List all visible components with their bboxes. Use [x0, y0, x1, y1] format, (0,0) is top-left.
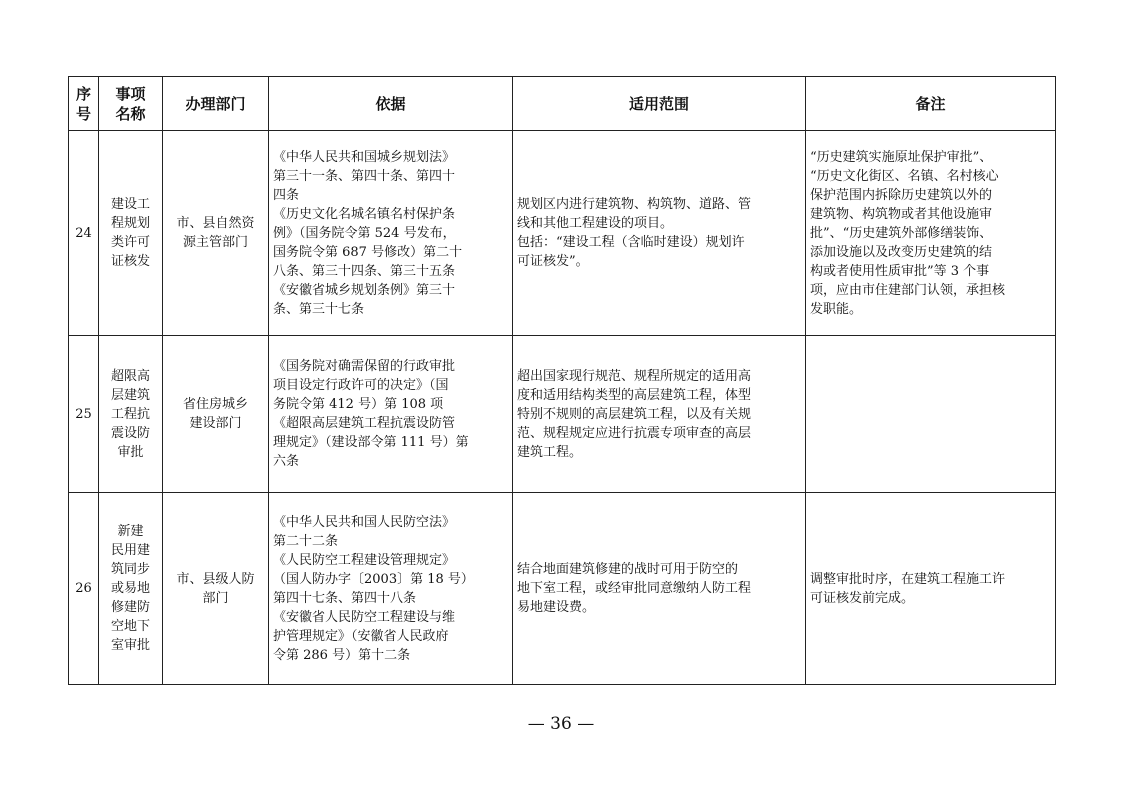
remark: “历史建筑实施原址保护审批”、 “历史文化街区、名镇、名村核心 保护范围内拆除历史建筑以外的 建筑物、构筑物或者其他设施审 批”、“历史建筑外部修缮装饰、 添加设施以及改变历史建筑的结 构或者使用性质审批”等 3 个事 项，应由市住建部门认领，承担核 发职能。 [806, 131, 1056, 336]
applicable-scope: 规划区内进行建筑物、构筑物、道路、管 线和其他工程建设的项目。 包括：“建设工程（含临时建设）规划许 可证核发”。 [513, 131, 806, 336]
remark: 调整审批时序，在建筑工程施工许 可证核发前完成。 [806, 493, 1056, 685]
legal-basis: 《国务院对确需保留的行政审批 项目设定行政许可的决定》（国 务院令第 412 号）第 108 项 《超限高层建筑工程抗震设防管 理规定》（建设部令第 111 号）第 六条 [269, 336, 513, 493]
approval-items-table [68, 76, 1056, 685]
item-name: 建设工 程规划 类许可 证核发 [99, 131, 163, 336]
table-header-row [69, 77, 1056, 131]
department: 省住房城乡 建设部门 [163, 336, 269, 493]
table-row [69, 336, 1056, 493]
table-row [69, 493, 1056, 685]
header-basis: 依据 [269, 77, 513, 131]
page-number: — 36 — [527, 714, 595, 734]
department: 市、县自然资 源主管部门 [163, 131, 269, 336]
header-item-name: 事项 名称 [99, 77, 163, 131]
header-remark: 备注 [806, 77, 1056, 131]
item-name: 超限高 层建筑 工程抗 震设防 审批 [99, 336, 163, 493]
legal-basis: 《中华人民共和国城乡规划法》 第三十一条、第四十条、第四十 四条 《历史文化名城名镇名村保护条 例》（国务院令第 524 号发布， 国务院令第 687 号修改）第二十 八条、第三十四条、第三十五条 《安徽省城乡规划条例》第三十 条、第三十七条 [269, 131, 513, 336]
remark [806, 336, 1056, 493]
header-department: 办理部门 [163, 77, 269, 131]
row-number: 25 [69, 336, 99, 493]
applicable-scope: 结合地面建筑修建的战时可用于防空的 地下室工程，或经审批同意缴纳人防工程 易地建设费。 [513, 493, 806, 685]
applicable-scope: 超出国家现行规范、规程所规定的适用高 度和适用结构类型的高层建筑工程，体型 特别不规则的高层建筑工程，以及有关规 范、规程规定应进行抗震专项审查的高层 建筑工程。 [513, 336, 806, 493]
header-no: 序 号 [69, 77, 99, 131]
table-row [69, 131, 1056, 336]
legal-basis: 《中华人民共和国人民防空法》 第二十二条 《人民防空工程建设管理规定》 （国人防办字〔2003〕第 18 号） 第四十七条、第四十八条 《安徽省人民防空工程建设与维 护管理规定》（安徽省人民政府 令第 286 号）第十二条 [269, 493, 513, 685]
row-number: 24 [69, 131, 99, 336]
header-scope: 适用范围 [513, 77, 806, 131]
row-number: 26 [69, 493, 99, 685]
department: 市、县级人防 部门 [163, 493, 269, 685]
item-name: 新建 民用建 筑同步 或易地 修建防 空地下 室审批 [99, 493, 163, 685]
